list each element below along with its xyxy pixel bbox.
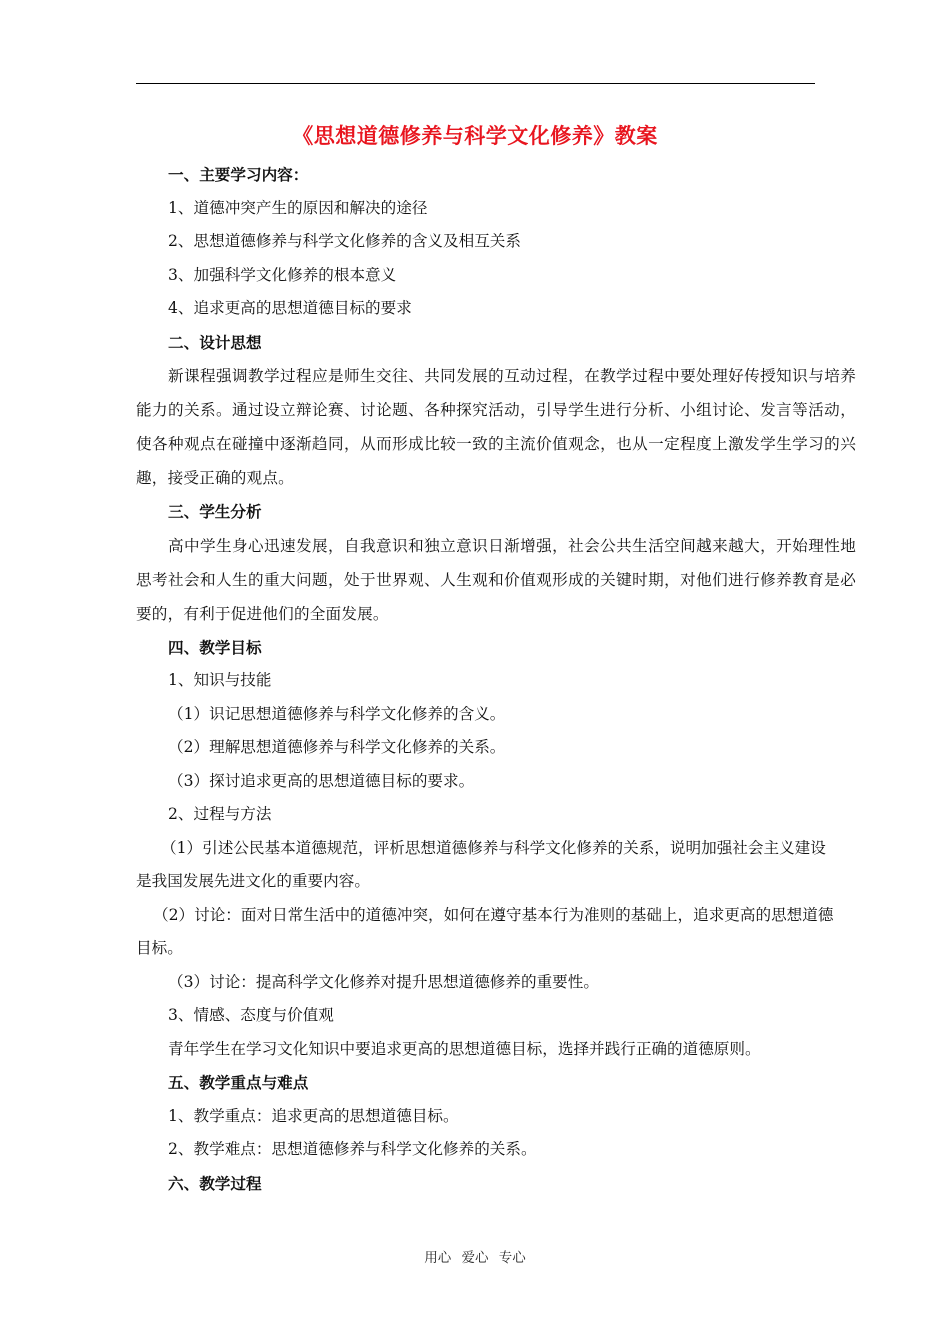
document-body bbox=[136, 158, 856, 1200]
document-title: 《思想道德修养与科学文化修养》教案 bbox=[292, 123, 658, 148]
section-heading-4: 四、教学目标 bbox=[168, 637, 262, 657]
student-analysis-paragraph: 高中学生身心迅速发展，自我意识和独立意识日渐增强，社会公共生活空间越来越大，开始理性地思考社会和人生的重大问题，处于世界观、人生观和价值观形成的关键时期，对他们进行修养教育是必要的，有利于促进他们的全面发展。 bbox=[136, 536, 856, 623]
section-heading-3: 三、学生分析 bbox=[168, 502, 262, 521]
list-item: （3）探讨追求更高的思想道德目标的要求。 bbox=[168, 771, 475, 790]
list-item: 1、道德冲突产生的原因和解决的途径 bbox=[168, 198, 428, 217]
list-item-lead: （1）引述公民基本道德规范，评析思想道德修养与科学文化修养的关系，说明加强社会主义建设 bbox=[161, 838, 826, 857]
subsection-title: 2、过程与方法 bbox=[168, 805, 272, 823]
values-text: 青年学生在学习文化知识中要追求更高的思想道德目标，选择并践行正确的道德原则。 bbox=[168, 1039, 761, 1058]
section-heading-1: 一、主要学习内容： bbox=[168, 165, 309, 184]
list-item: （2）理解思想道德修养与科学文化修养的关系。 bbox=[168, 738, 506, 756]
list-item: 2、思想道德修养与科学文化修养的含义及相互关系 bbox=[168, 232, 521, 250]
page-footer: 用心 爱心 专心 bbox=[424, 1250, 526, 1266]
list-item: （1）识记思想道德修养与科学文化修养的含义。 bbox=[168, 704, 506, 723]
list-item-continuation: 目标。 bbox=[136, 939, 183, 957]
list-item: （3）讨论：提高科学文化修养对提升思想道德修养的重要性。 bbox=[168, 972, 599, 991]
list-item-continuation: 是我国发展先进文化的重要内容。 bbox=[136, 872, 370, 890]
subsection-title: 1、知识与技能 bbox=[168, 671, 272, 689]
list-item-lead: （2）讨论：面对日常生活中的道德冲突，如何在遵守基本行为准则的基础上，追求更高的思想道德 bbox=[153, 905, 834, 924]
list-item: 1、教学重点：追求更高的思想道德目标。 bbox=[168, 1106, 459, 1125]
section-heading-2: 二、设计思想 bbox=[168, 332, 262, 352]
section-heading-5: 五、教学重点与难点 bbox=[168, 1073, 309, 1092]
design-thought-paragraph: 新课程强调教学过程应是师生交往、共同发展的互动过程，在教学过程中要处理好传授知识与培养能力的关系。通过设立辩论赛、讨论题、各种探究活动，引导学生进行分析、小组讨论、发言等活动，使各种观点在碰撞中逐渐趋同，从而形成比较一致的主流价值观念，也从一定程度上激发学生学习的兴趣，接受正确的观点。 bbox=[136, 367, 856, 487]
list-item: 3、加强科学文化修养的根本意义 bbox=[168, 265, 397, 284]
list-item: 2、教学难点：思想道德修养与科学文化修养的关系。 bbox=[168, 1140, 537, 1158]
subsection-title: 3、情感、态度与价值观 bbox=[168, 1006, 334, 1024]
header-rule bbox=[136, 83, 815, 84]
list-item: 4、追求更高的思想道德目标的要求 bbox=[168, 299, 412, 317]
section-heading-6: 六、教学过程 bbox=[168, 1173, 262, 1193]
